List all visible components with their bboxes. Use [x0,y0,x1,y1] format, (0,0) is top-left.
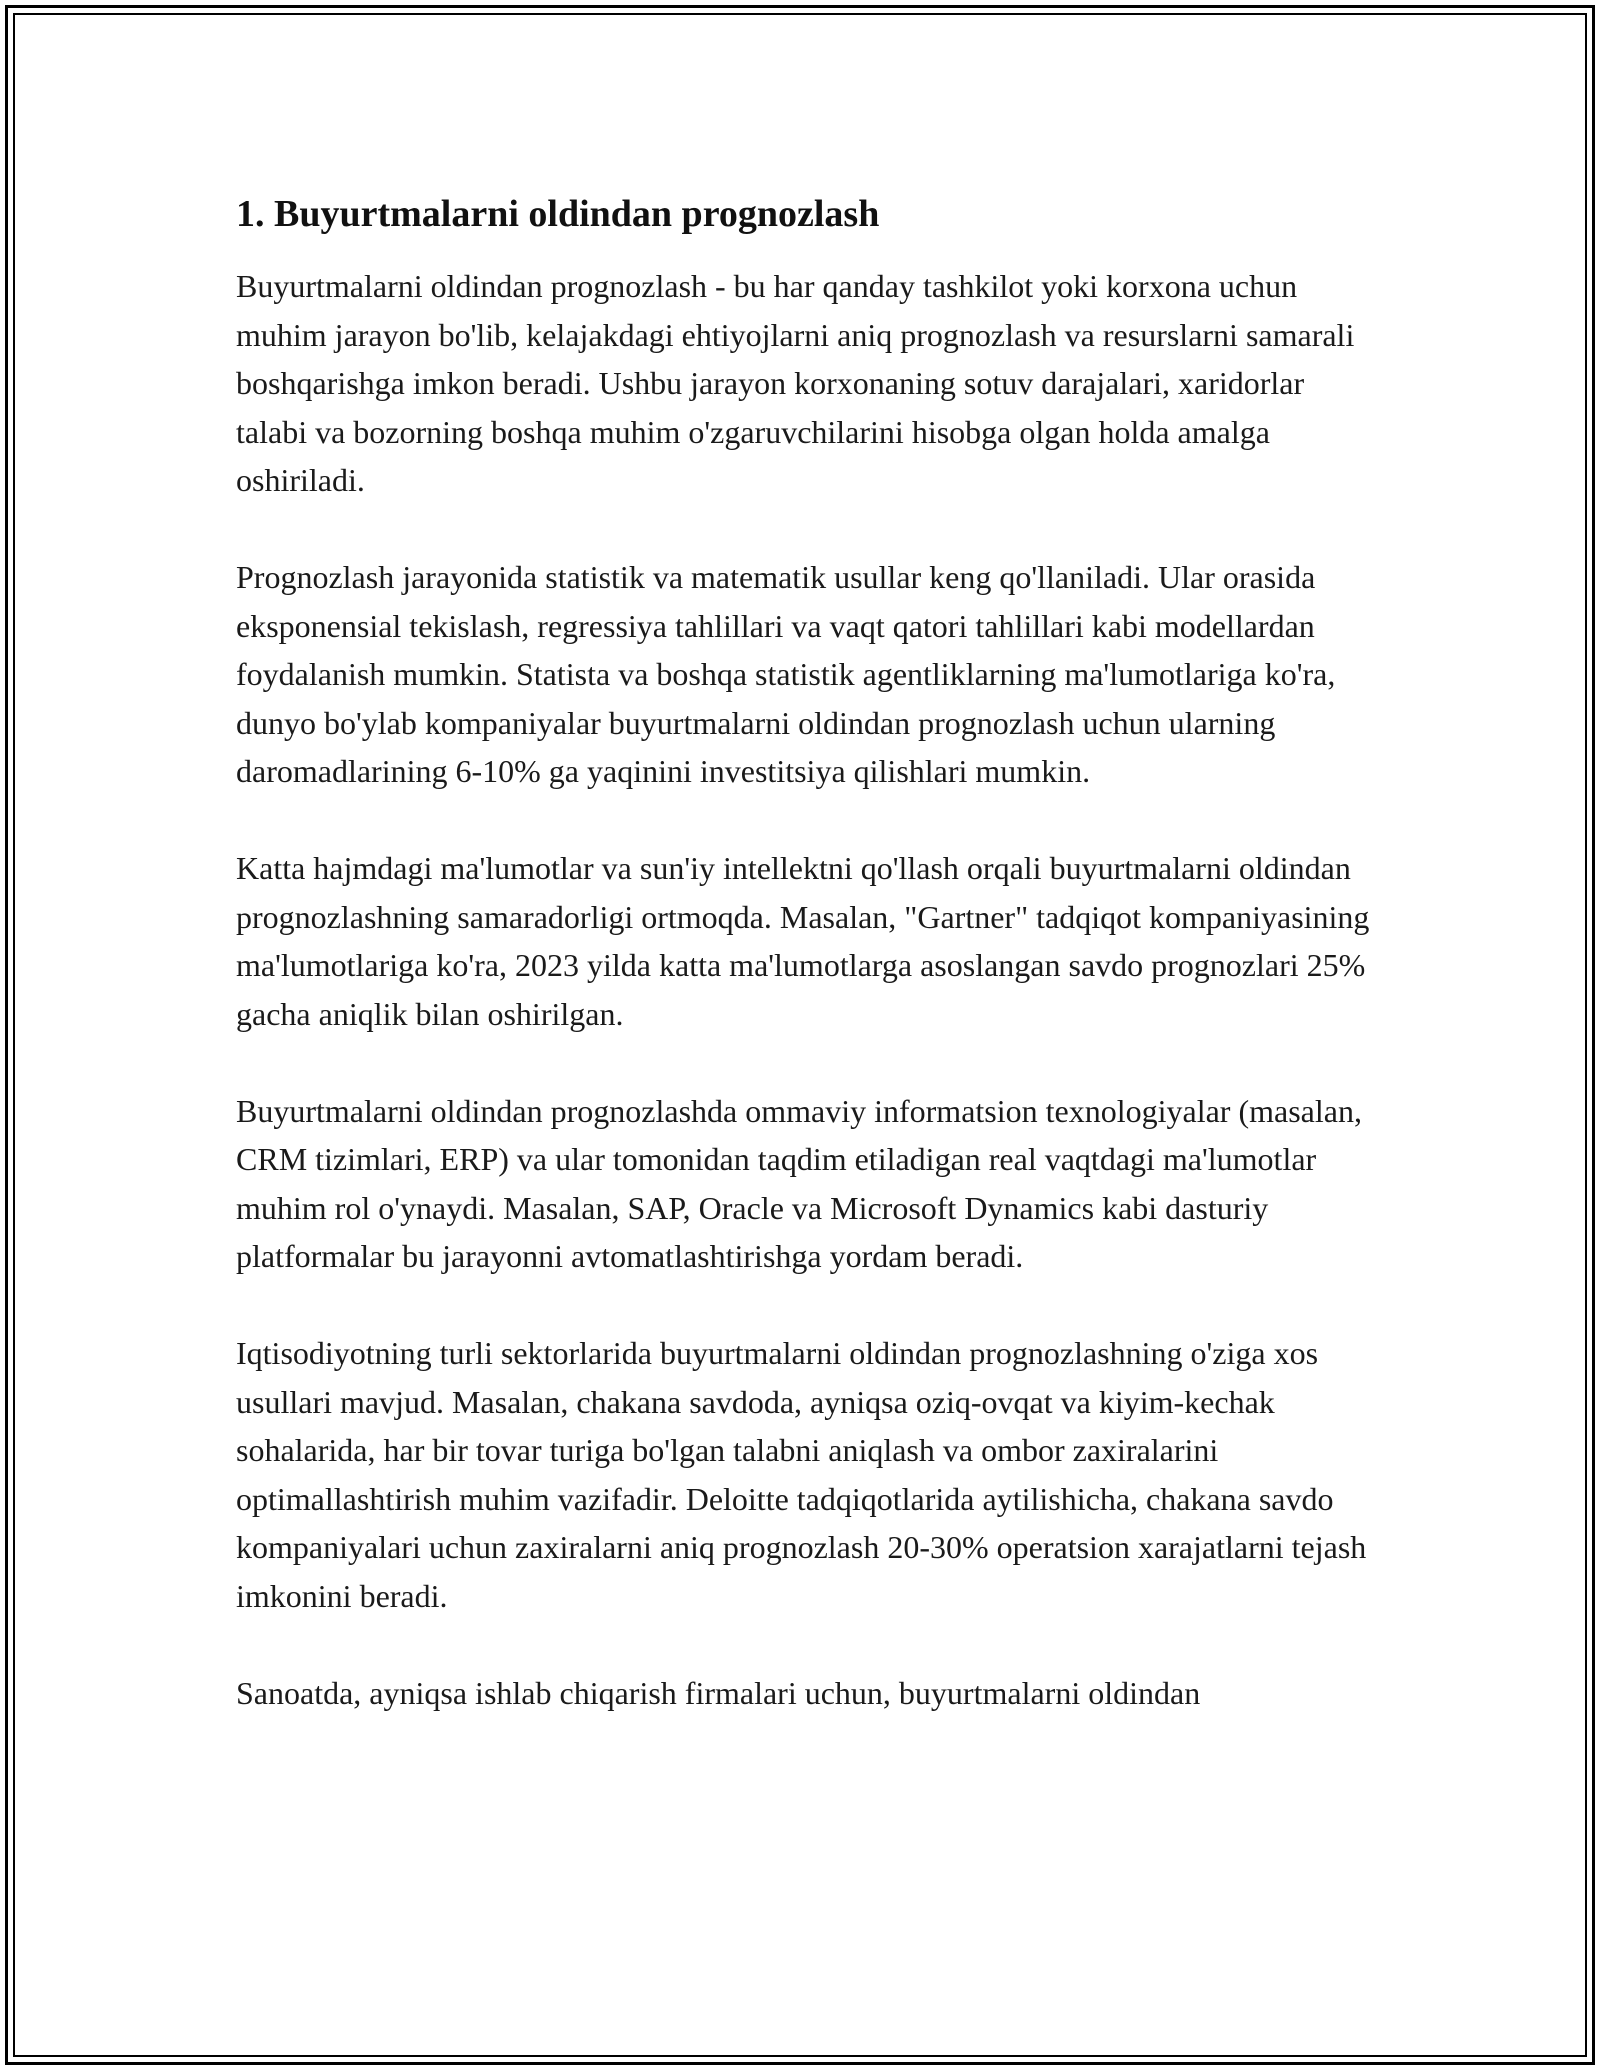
paragraph-methods: Prognozlash jarayonida statistik va matematik usullar keng qo'llaniladi. Ular orasida eksponensial tekislash, regressiya tahlillari va vaqt qatori tahlillari kabi modellardan foydalanish mumkin. Statista va boshqa statistik agentliklarning ma'lumotlariga ko'ra, dunyo bo'ylab kompaniyalar buyurtmalarni oldindan prognozlash uchun ularning daromadlarining 6-10% ga yaqinini investitsiya qilishlari mumkin. [236,559,1336,789]
paragraph-sectors: Iqtisodiyotning turli sektorlarida buyurtmalarni oldindan prognozlashning o'ziga xos usullari mavjud. Masalan, chakana savdoda, ayniqsa oziq-ovqat va kiyim-kechak sohalarida, har bir tovar turiga bo'lgan talabni aniqlash va ombor zaxiralarini optimallashtirish muhim vazifadir. Deloitte tadqiqotlarida aytilishicha, chakana savdo kompaniyalari uchun zaxiralarni aniq prognozlash 20-30% operatsion xarajatlarni tejash imkonini beradi. [236,1335,1367,1614]
paragraph-it-systems: Buyurtmalarni oldindan prognozlashda ommaviy informatsion texnologiyalar (masalan, CRM tizimlari, ERP) va ular tomonidan taqdim etiladigan real vaqtdagi ma'lumotlar muhim rol o'ynaydi. Masalan, SAP, Oracle va Microsoft Dynamics kabi dasturiy platformalar bu jarayonni avtomatlashtirishga yordam beradi. [236,1092,1362,1274]
document-body [236,188,1376,1717]
paragraph-big-data: Katta hajmdagi ma'lumotlar va sun'iy intellektni qo'llash orqali buyurtmalarni oldindan prognozlashning samaradorligi ortmoqda. Masalan, "Gartner" tadqiqot kompaniyasining ma'lumotlariga ko'ra, 2023 yilda katta ma'lumotlarga asoslangan savdo prognozlari 25% gacha aniqlik bilan oshirilgan. [236,850,1370,1032]
paragraph-intro: Buyurtmalarni oldindan prognozlash - bu har qanday tashkilot yoki korxona uchun muhim jarayon bo'lib, kelajakdagi ehtiyojlarni aniq prognozlash va resurslarni samarali boshqarishga imkon beradi. Ushbu jarayon korxonaning sotuv darajalari, xaridorlar talabi va bozorning boshqa muhim o'zgaruvchilarini hisobga olgan holda amalga oshiriladi. [236,268,1355,498]
section-heading: 1. Buyurtmalarni oldindan prognozlash [236,193,880,235]
paragraph-industry: Sanoatda, ayniqsa ishlab chiqarish firmalari uchun, buyurtmalarni oldindan [236,1674,1201,1711]
